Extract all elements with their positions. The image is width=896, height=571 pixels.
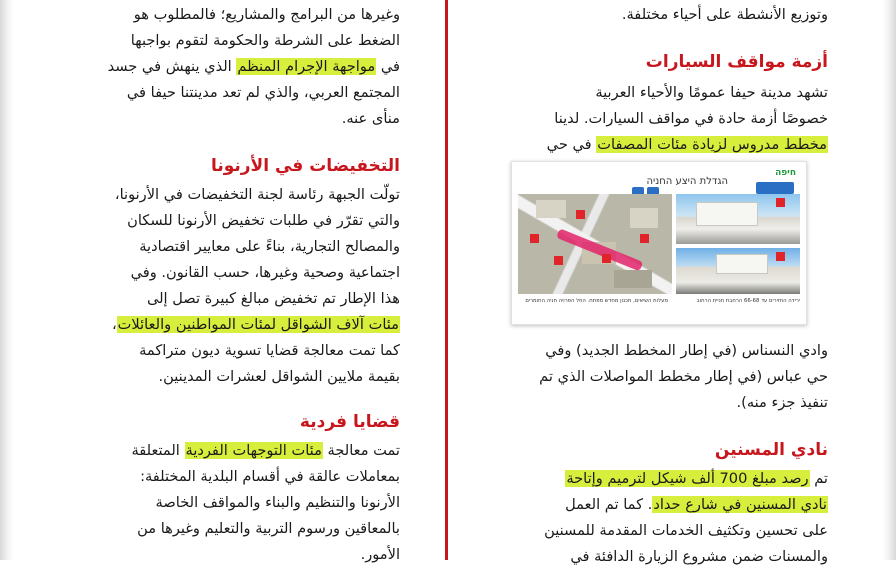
logo-bar-icon bbox=[756, 182, 794, 194]
map-roof bbox=[614, 270, 652, 288]
seniors-line-2 bbox=[488, 492, 828, 519]
map-route-highlight bbox=[556, 228, 643, 271]
seniors-line-4: والمسنات ضمن مشروع الزيارة الدافئة في bbox=[570, 548, 828, 565]
parking-figure bbox=[511, 161, 807, 325]
individual-line-1-rest: المتعلقة bbox=[131, 442, 185, 459]
figure-caption-left: מעלות השיאים, תכנון מחדש מפתח. הוזל הפרויה חניה החומרים bbox=[525, 298, 668, 304]
photo-marker-icon bbox=[776, 252, 785, 261]
seniors-line-3: على تحسين وتكثيف الخدمات المقدمة للمسنين bbox=[544, 522, 828, 539]
parking-line-1: تشهد مدينة حيفا عمومًا والأحياء العربية bbox=[595, 84, 828, 101]
seniors-heading: نادي المسنين bbox=[714, 440, 828, 460]
arnona-line-7: كما تمت معالجة قضايا تسوية ديون متراكمة bbox=[139, 342, 400, 359]
parking-heading: أزمة مواقف السيارات bbox=[645, 52, 828, 72]
map-roof bbox=[630, 208, 658, 228]
parking-after-line-2: حي عباس (في إطار مخطط المواصلات الذي تم bbox=[539, 368, 828, 385]
arnona-line-4: اجتماعية وصحية وغيرها، حسب القانون. وفي bbox=[130, 264, 400, 281]
arnona-line-2: والتي تقرّر في طلبات تخفيض الأرنونا للسكان bbox=[127, 212, 400, 229]
arnona-line-6 bbox=[34, 312, 400, 339]
individual-line-1-pre: تمت معالجة bbox=[322, 442, 400, 459]
individual-line-2: بمعاملات عالقة في أقسام البلدية المختلفة: bbox=[140, 468, 400, 485]
parking-after-line-1: وادي النسناس (في إطار المخطط الجديد) وفي bbox=[545, 342, 828, 359]
individual-line-5: الأمور. bbox=[360, 546, 400, 563]
parking-line-3 bbox=[488, 132, 828, 159]
individual-line-1 bbox=[34, 438, 400, 465]
organized-crime-highlight: مواجهة الإجرام المنظم bbox=[237, 58, 376, 75]
page-edge-right bbox=[882, 0, 896, 560]
map-roof bbox=[536, 200, 566, 218]
street-photo-1 bbox=[676, 194, 800, 244]
intro-line-1: وغيرها من البرامج والمشاريع؛ فالمطلوب هو bbox=[133, 6, 400, 23]
building-shape bbox=[696, 202, 758, 226]
aerial-map bbox=[518, 194, 672, 294]
arnona-heading: التخفيضات في الأرنونا bbox=[210, 156, 400, 176]
intro-line-3-pre: في bbox=[376, 58, 400, 75]
figure-title: הגדלת היצע החניה bbox=[646, 176, 728, 187]
arnona-line-5: هذا الإطار تم تخفيض مبالغ كبيرة تصل إلى bbox=[146, 290, 400, 307]
map-marker-icon bbox=[530, 234, 539, 243]
building-shape bbox=[716, 254, 768, 274]
arnona-line-8: بقيمة ملايين الشواقل لعشرات المدينين. bbox=[158, 368, 400, 385]
left-column bbox=[34, 0, 400, 563]
arnona-highlight: مئات آلاف الشواقل لمئات المواطنين والعائلات bbox=[117, 316, 399, 333]
right-column bbox=[488, 0, 828, 565]
individual-highlight: مئات التوجهات الفردية bbox=[185, 442, 322, 459]
intro-line-4: المجتمع العربي، والذي لم تعد مدينتنا حيفا في bbox=[126, 84, 400, 101]
individual-line-4: بالمعاقين ورسوم التربية والتعليم وغيرها من bbox=[137, 520, 400, 537]
column-divider bbox=[445, 0, 448, 560]
seniors-line-2-rest: . كما تم العمل bbox=[565, 496, 653, 513]
seniors-line-1-pre: تم bbox=[809, 470, 828, 487]
intro-line-2: الضغط على الشرطة والحكومة لتقوم بواجبها bbox=[130, 32, 400, 49]
parking-after-line-3: تنفيذ جزء منه). bbox=[736, 394, 828, 411]
parking-line-2: خصوصًا أزمة حادة في مواقف السيارات. لدينا bbox=[554, 110, 828, 127]
map-marker-icon bbox=[640, 234, 649, 243]
seniors-highlight-2: نادي المسنين في شارع حداد bbox=[653, 496, 827, 513]
seniors-line-1 bbox=[488, 466, 828, 493]
intro-line-3-rest: الذي ينهش في جسد bbox=[107, 58, 237, 75]
arnona-line-1: تولّت الجبهة رئاسة لجنة التخفيضات في الأرنونا، bbox=[114, 186, 400, 203]
seniors-highlight-1: رصد مبلغ 700 ألف شيكل لترميم وإتاحة bbox=[566, 470, 809, 487]
map-marker-icon bbox=[576, 210, 585, 219]
photo-marker-icon bbox=[776, 198, 785, 207]
individual-line-3: الأرنونا والتنظيم والبناء والمواقف الخاصة bbox=[155, 494, 400, 511]
parking-highlight: مخطط مدروس لزيادة مئات المصفات bbox=[597, 136, 827, 153]
parking-line-3-rest: في حي bbox=[546, 136, 597, 153]
map-marker-icon bbox=[602, 254, 611, 263]
arnona-line-6-rest: ، bbox=[111, 316, 117, 333]
intro-line-3 bbox=[34, 54, 400, 81]
page-edge-left bbox=[0, 0, 14, 560]
logo-text: חיפה bbox=[775, 168, 796, 178]
map-marker-icon bbox=[554, 256, 563, 265]
figure-caption-right: ירידה החזירים עד 66-68 הרחבת חניית הרחוב bbox=[696, 298, 800, 304]
intro-line-5: منأى عنه. bbox=[341, 110, 400, 127]
street-photo-2 bbox=[676, 248, 800, 294]
figure-icons bbox=[610, 182, 662, 194]
arnona-line-3: والمصالح التجارية، بناءً على معايير اقتصادية bbox=[139, 238, 400, 255]
intro-line: وتوزيع الأنشطة على أحياء مختلفة. bbox=[621, 6, 828, 23]
individual-cases-heading: قضايا فردية bbox=[299, 412, 400, 432]
